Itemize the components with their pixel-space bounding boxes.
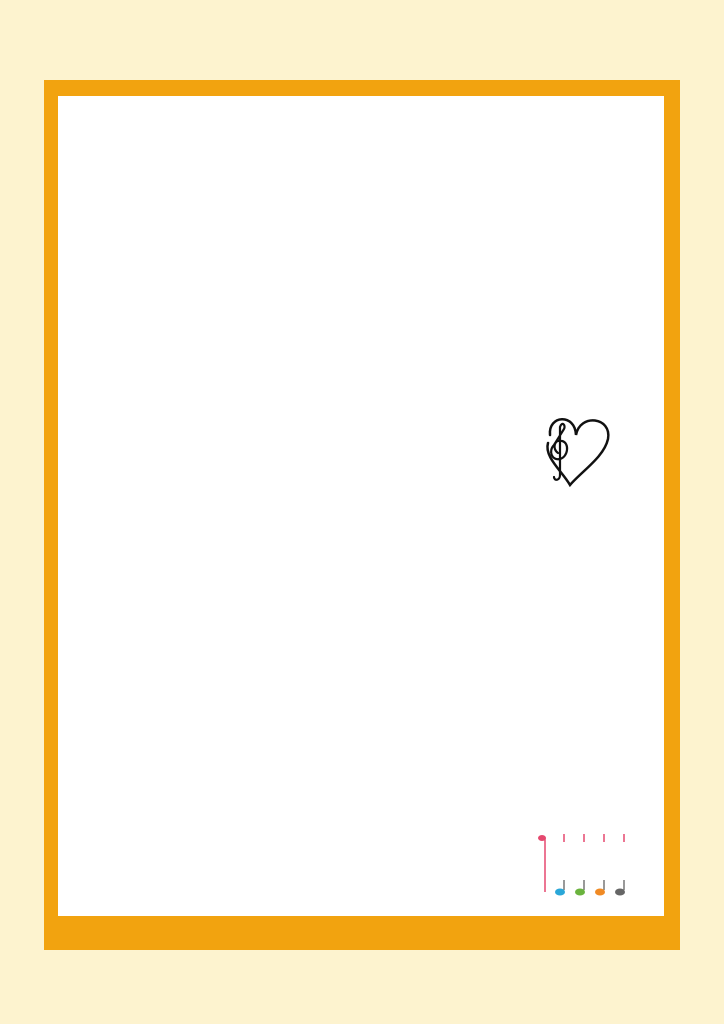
- notepad-paper: [58, 96, 664, 916]
- heart-treble-clef-icon: [530, 405, 616, 491]
- school-logo: [534, 830, 654, 900]
- spiral-rings: [0, 0, 724, 150]
